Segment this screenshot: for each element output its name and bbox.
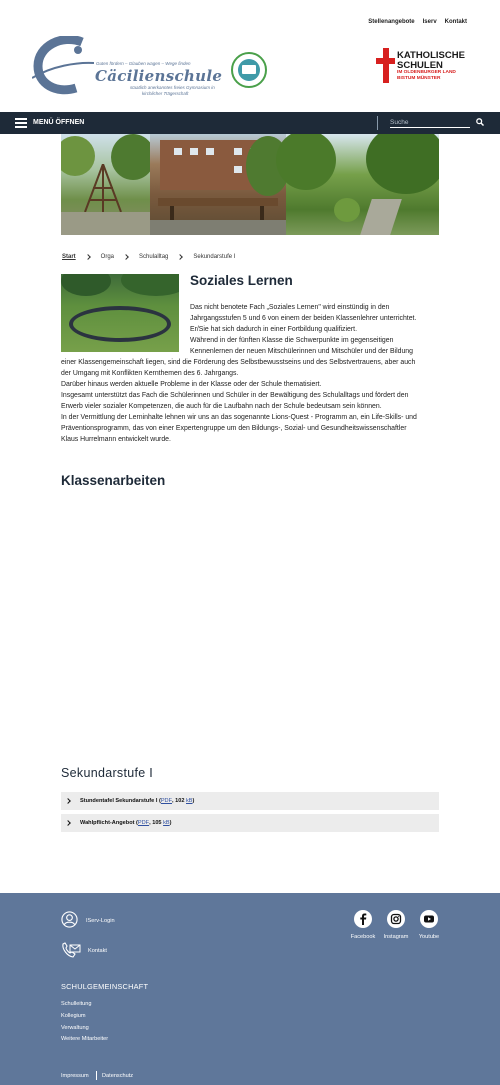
footer-link-weitere-mitarbeiter[interactable]: Weitere Mitarbeiter: [61, 1036, 109, 1042]
paragraph-line: Das nicht benotete Fach „Soziales Lernen" wird einstündig in den: [190, 304, 390, 311]
logo-motto: Guten fördern – Glauben wagen – Wege finden: [96, 61, 191, 66]
breadcrumb-current: Sekundarstufe I: [193, 254, 236, 260]
accordion-label: Stundentafel Sekundarstufe I (PDF, 102 kB): [80, 798, 195, 804]
paragraph-line: einer Klassengemeinschaft liegen, sind die Förderung des Selbstbewusstseins und des Selbstvertrauens, aber auch: [61, 359, 416, 366]
chevron-right-icon: [178, 254, 184, 260]
logo-c-mark: [32, 36, 94, 96]
chevron-right-icon: [85, 254, 91, 260]
paragraph-line: der Umgang mit Konflikten Kernthemen des 6. Jahrgangs.: [61, 370, 239, 377]
kath-line-3: IM OLDENBURGER LAND: [397, 70, 456, 75]
footer-divider: [96, 1071, 97, 1080]
section-heading-sekundarstufe: Sekundarstufe I: [61, 766, 154, 780]
paragraph-line: Kennenlernen der neuen Mitschülerinnen und Mitschüler und der Bildung: [190, 348, 413, 355]
footer-section-title: SCHULGEMEINSCHAFT: [61, 982, 149, 991]
kontakt-link[interactable]: Kontakt: [88, 948, 107, 954]
nav-divider: [377, 116, 378, 130]
chevron-right-icon: [65, 798, 71, 804]
climbing-frame: [83, 164, 123, 214]
footer-link-schulleitung[interactable]: Schulleitung: [61, 1001, 92, 1007]
page-title: Soziales Lernen: [190, 273, 293, 288]
search-icon[interactable]: [476, 118, 484, 126]
logo-subtitle-2: kirchlicher Trägerschaft: [142, 91, 189, 96]
hamburger-menu-icon[interactable]: [15, 118, 27, 128]
facebook-icon[interactable]: [354, 910, 372, 928]
section-heading-klassenarbeiten: Klassenarbeiten: [61, 473, 166, 488]
eco-school-logo: [231, 52, 267, 88]
school-logo[interactable]: [30, 36, 223, 96]
instagram-icon[interactable]: [387, 910, 405, 928]
toplink-stellenangebote[interactable]: Stellenangebote: [368, 19, 415, 25]
footer-link-kollegium[interactable]: Kollegium: [61, 1013, 86, 1019]
top-links: [368, 19, 467, 25]
facebook-label[interactable]: Facebook: [350, 934, 376, 940]
kath-line-4: BISTUM MÜNSTER: [397, 76, 441, 81]
chevron-right-icon: [123, 254, 129, 260]
katholische-schulen-logo[interactable]: [376, 48, 466, 88]
footer-link-verwaltung[interactable]: Verwaltung: [61, 1025, 89, 1031]
kb-link[interactable]: kB: [163, 820, 170, 826]
iserv-login-link[interactable]: IServ-Login: [86, 918, 115, 924]
youtube-icon[interactable]: [420, 910, 438, 928]
accordion-wahlpflicht[interactable]: [61, 814, 439, 832]
phone-mail-icon[interactable]: [61, 941, 81, 959]
user-icon[interactable]: [61, 911, 78, 928]
kath-line-2: SCHULEN: [397, 60, 443, 71]
toplink-kontakt[interactable]: Kontakt: [444, 19, 467, 25]
hero-photo-garden: [286, 134, 439, 235]
datenschutz-link[interactable]: Datenschutz: [102, 1073, 134, 1079]
kath-line-1: KATHOLISCHE: [397, 50, 465, 61]
paragraph-line: Präventionsprogramm, das von einer Expertengruppe um den Bildungs-, Sozial- und Gesundheitswissenschaftler: [61, 425, 407, 432]
paragraph-line: In der Vermittlung der Lerninhalte lehnen wir uns an das sogenannte Lions-Quest - Programm an, ein Life-Skills- und: [61, 414, 417, 421]
main-navbar: [0, 112, 500, 134]
hero-photo-schoolyard: [150, 134, 286, 235]
hero-photo-playground: [61, 134, 150, 235]
breadcrumb-start[interactable]: Start: [62, 254, 76, 260]
footer: [0, 893, 500, 1085]
kb-link[interactable]: kB: [186, 798, 193, 804]
breadcrumb-schulalltag[interactable]: Schulalltag: [139, 254, 169, 260]
pdf-link[interactable]: PDF: [160, 798, 172, 804]
accordion-stundentafel[interactable]: [61, 792, 439, 810]
header: [0, 32, 500, 112]
paragraph-line: Er/Sie hat sich dadurch in einer Fortbildung qualifiziert.: [190, 326, 357, 333]
book-icon: [238, 59, 260, 81]
soziales-lernen-photo: [61, 274, 179, 352]
paragraph-line: Erwerb vieler sozialer Kompetenzen, die auch für die Laufbahn nach der Schule bedeutsam sein können.: [61, 403, 382, 410]
accordion-label: Wahlpflicht-Angebot (PDF, 105 kB): [80, 820, 172, 826]
toplink-iserv[interactable]: Iserv: [422, 19, 437, 25]
logo-subtitle-1: staatlich anerkanntes freies Gymnasium in: [130, 85, 215, 90]
hero-image: [61, 134, 439, 235]
breadcrumb-orga[interactable]: Orga: [100, 254, 115, 260]
search-input[interactable]: [390, 117, 470, 128]
cross-icon: [376, 48, 395, 83]
menu-open-button[interactable]: MENÜ ÖFFNEN: [33, 119, 85, 126]
paragraph-line: Klaus Hurrelmann entwickelt wurde.: [61, 436, 171, 443]
breadcrumb: [62, 254, 235, 260]
chevron-right-icon: [65, 820, 71, 826]
paragraph-line: Darüber hinaus werden aktuelle Probleme in der Klasse oder der Schule thematisiert.: [61, 381, 322, 388]
paragraph-line: Insgesamt unterstützt das Fach die Schülerinnen und Schüler in der Bewältigung des Schulalltags und fördert den: [61, 392, 409, 399]
youtube-label[interactable]: Youtube: [418, 934, 440, 940]
pdf-link[interactable]: PDF: [137, 820, 150, 826]
logo-name: Cäcilienschule: [95, 67, 223, 85]
impressum-link[interactable]: Impressum: [61, 1073, 89, 1079]
paragraph-line: Während in der fünften Klasse die Schwerpunkte im gegenseitigen: [190, 337, 394, 344]
paragraph-line: Jahrgangsstufen 5 und 6 von einem der beiden Klassenlehrer unterrichtet.: [190, 315, 417, 322]
instagram-label[interactable]: Instagram: [383, 934, 409, 940]
